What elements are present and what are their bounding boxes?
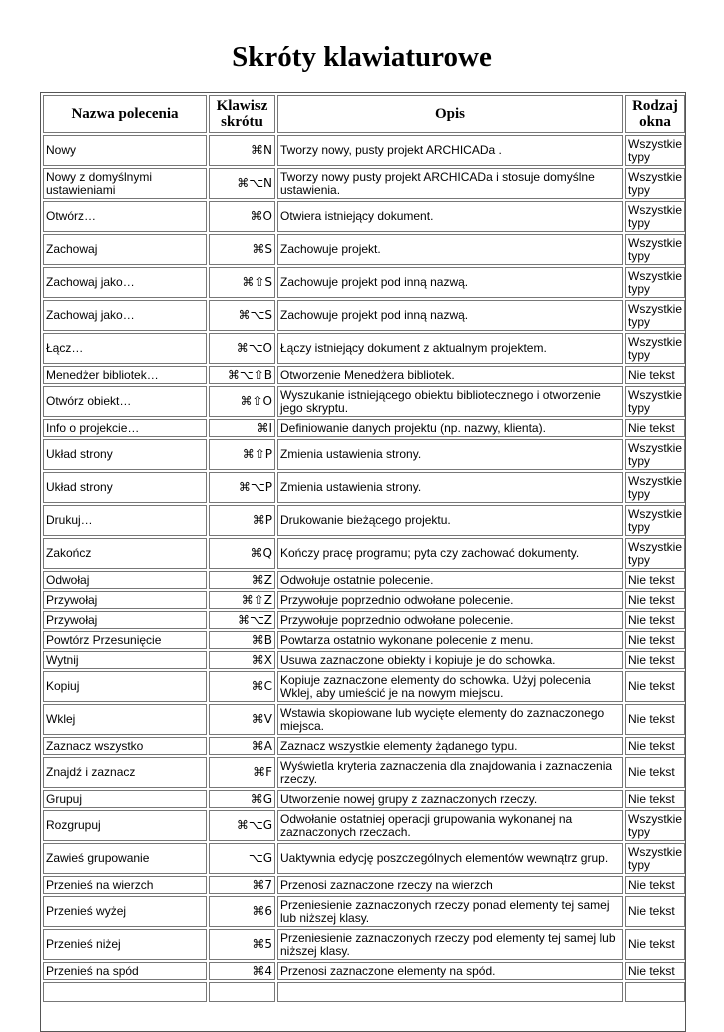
cell-key: ⌘N <box>209 135 275 166</box>
cell-name: Odwołaj <box>43 571 207 589</box>
cell-key: ⌘F <box>209 757 275 788</box>
cell-type: Wszystkie typy <box>625 810 685 841</box>
cell-name: Zaznacz wszystko <box>43 737 207 755</box>
cell-key: ⌘Z <box>209 571 275 589</box>
cell-desc: Otwiera istniejący dokument. <box>277 201 623 232</box>
empty-cell <box>43 982 207 1002</box>
cell-key: ⌘⇧O <box>209 386 275 417</box>
cell-key: ⌘⌥O <box>209 333 275 364</box>
cell-type: Nie tekst <box>625 366 685 384</box>
page-title: Skróty klawiaturowe <box>232 41 492 73</box>
cell-type: Wszystkie typy <box>625 386 685 417</box>
cell-key: ⌘S <box>209 234 275 265</box>
cell-desc: Tworzy nowy, pusty projekt ARCHICADa . <box>277 135 623 166</box>
header-name: Nazwa polecenia <box>43 95 207 133</box>
cell-desc: Definiowanie danych projektu (np. nazwy, klienta). <box>277 419 623 437</box>
table-row <box>43 896 685 927</box>
cell-type: Nie tekst <box>625 962 685 980</box>
cell-name: Menedżer bibliotek… <box>43 366 207 384</box>
cell-key: ⌘V <box>209 704 275 735</box>
table-row <box>43 472 685 503</box>
cell-desc: Powtarza ostatnio wykonane polecenie z menu. <box>277 631 623 649</box>
header-desc: Opis <box>277 95 623 133</box>
cell-key: ⌥G <box>209 843 275 874</box>
table-row <box>43 366 685 384</box>
cell-name: Zachowaj jako… <box>43 300 207 331</box>
cell-name: Powtórz Przesunięcie <box>43 631 207 649</box>
table-row <box>43 135 685 166</box>
cell-key: ⌘⇧Z <box>209 591 275 609</box>
shortcuts-table <box>41 93 686 1004</box>
cell-name: Zawieś grupowanie <box>43 843 207 874</box>
cell-key: ⌘⌥Z <box>209 611 275 629</box>
cell-type: Wszystkie typy <box>625 439 685 470</box>
cell-key: ⌘7 <box>209 876 275 894</box>
cell-name: Przenieś niżej <box>43 929 207 960</box>
cell-type: Nie tekst <box>625 790 685 808</box>
empty-cell <box>625 982 685 1002</box>
cell-name: Przenieś na wierzch <box>43 876 207 894</box>
cell-key: ⌘5 <box>209 929 275 960</box>
cell-desc: Odwołuje ostatnie polecenie. <box>277 571 623 589</box>
table-row <box>43 843 685 874</box>
cell-name: Układ strony <box>43 472 207 503</box>
cell-key: ⌘X <box>209 651 275 669</box>
table-row <box>43 737 685 755</box>
table-row <box>43 201 685 232</box>
cell-type: Wszystkie typy <box>625 234 685 265</box>
cell-name: Przenieś na spód <box>43 962 207 980</box>
cell-desc: Przeniesienie zaznaczonych rzeczy pod elementy tej samej lub niższej klasy. <box>277 929 623 960</box>
table-row <box>43 300 685 331</box>
cell-name: Zachowaj jako… <box>43 267 207 298</box>
cell-name: Kopiuj <box>43 671 207 702</box>
cell-key: ⌘⇧P <box>209 439 275 470</box>
table-row-partial <box>43 982 685 1002</box>
cell-key: ⌘4 <box>209 962 275 980</box>
cell-desc: Przenosi zaznaczone rzeczy na wierzch <box>277 876 623 894</box>
cell-key: ⌘C <box>209 671 275 702</box>
table-row <box>43 671 685 702</box>
cell-name: Łącz… <box>43 333 207 364</box>
table-row <box>43 168 685 199</box>
cell-key: ⌘Q <box>209 538 275 569</box>
cell-type: Wszystkie typy <box>625 538 685 569</box>
cell-name: Przywołaj <box>43 611 207 629</box>
cell-desc: Kopiuje zaznaczone elementy do schowka. Użyj polecenia Wklej, aby umieścić je na nowym miejscu. <box>277 671 623 702</box>
cell-type: Nie tekst <box>625 591 685 609</box>
cell-desc: Utworzenie nowej grupy z zaznaczonych rzeczy. <box>277 790 623 808</box>
cell-name: Znajdź i zaznacz <box>43 757 207 788</box>
cell-name: Wklej <box>43 704 207 735</box>
cell-type: Nie tekst <box>625 896 685 927</box>
table-row <box>43 333 685 364</box>
cell-key: ⌘G <box>209 790 275 808</box>
cell-type: Nie tekst <box>625 611 685 629</box>
cell-type: Wszystkie typy <box>625 472 685 503</box>
cell-type: Nie tekst <box>625 419 685 437</box>
cell-desc: Przeniesienie zaznaczonych rzeczy ponad elementy tej samej lub niższej klasy. <box>277 896 623 927</box>
cell-type: Nie tekst <box>625 757 685 788</box>
table-row <box>43 538 685 569</box>
cell-key: ⌘⌥S <box>209 300 275 331</box>
table-row <box>43 571 685 589</box>
cell-desc: Zaznacz wszystkie elementy żądanego typu. <box>277 737 623 755</box>
table-row <box>43 386 685 417</box>
cell-type: Nie tekst <box>625 651 685 669</box>
cell-desc: Zmienia ustawienia strony. <box>277 472 623 503</box>
cell-name: Wytnij <box>43 651 207 669</box>
cell-desc: Usuwa zaznaczone obiekty i kopiuje je do schowka. <box>277 651 623 669</box>
cell-key: ⌘I <box>209 419 275 437</box>
cell-name: Nowy <box>43 135 207 166</box>
cell-type: Wszystkie typy <box>625 168 685 199</box>
empty-cell <box>209 982 275 1002</box>
cell-name: Przenieś wyżej <box>43 896 207 927</box>
cell-type: Wszystkie typy <box>625 300 685 331</box>
cell-type: Nie tekst <box>625 737 685 755</box>
table-row <box>43 929 685 960</box>
shortcuts-table-container <box>40 92 686 1032</box>
cell-key: ⌘A <box>209 737 275 755</box>
cell-type: Wszystkie typy <box>625 333 685 364</box>
table-row <box>43 611 685 629</box>
cell-type: Nie tekst <box>625 704 685 735</box>
cell-desc: Wyszukanie istniejącego obiektu bibliotecznego i otworzenie jego skryptu. <box>277 386 623 417</box>
table-row <box>43 591 685 609</box>
cell-desc: Wstawia skopiowane lub wycięte elementy do zaznaczonego miejsca. <box>277 704 623 735</box>
table-row <box>43 651 685 669</box>
cell-type: Wszystkie typy <box>625 505 685 536</box>
cell-key: ⌘P <box>209 505 275 536</box>
table-row <box>43 419 685 437</box>
cell-key: ⌘⌥G <box>209 810 275 841</box>
cell-desc: Kończy pracę programu; pyta czy zachować dokumenty. <box>277 538 623 569</box>
cell-key: ⌘6 <box>209 896 275 927</box>
empty-cell <box>277 982 623 1002</box>
table-header-row <box>43 95 685 133</box>
cell-desc: Zachowuje projekt. <box>277 234 623 265</box>
cell-name: Przywołaj <box>43 591 207 609</box>
header-type: Rodzaj okna <box>625 95 685 133</box>
table-row <box>43 704 685 735</box>
cell-desc: Zachowuje projekt pod inną nazwą. <box>277 300 623 331</box>
cell-type: Wszystkie typy <box>625 267 685 298</box>
cell-type: Nie tekst <box>625 876 685 894</box>
cell-key: ⌘B <box>209 631 275 649</box>
cell-name: Drukuj… <box>43 505 207 536</box>
table-row <box>43 439 685 470</box>
cell-type: Nie tekst <box>625 929 685 960</box>
cell-desc: Otworzenie Menedżera bibliotek. <box>277 366 623 384</box>
table-row <box>43 790 685 808</box>
cell-name: Rozgrupuj <box>43 810 207 841</box>
cell-desc: Odwołanie ostatniej operacji grupowania wykonanej na zaznaczonych rzeczach. <box>277 810 623 841</box>
cell-key: ⌘⌥P <box>209 472 275 503</box>
cell-desc: Przenosi zaznaczone elementy na spód. <box>277 962 623 980</box>
header-key: Klawisz skrótu <box>209 95 275 133</box>
table-row <box>43 757 685 788</box>
cell-name: Zakończ <box>43 538 207 569</box>
cell-key: ⌘⌥⇧B <box>209 366 275 384</box>
table-row <box>43 876 685 894</box>
cell-type: Wszystkie typy <box>625 135 685 166</box>
cell-name: Zachowaj <box>43 234 207 265</box>
table-row <box>43 267 685 298</box>
cell-name: Nowy z domyślnymi ustawieniami <box>43 168 207 199</box>
cell-name: Info o projekcie… <box>43 419 207 437</box>
cell-desc: Uaktywnia edycję poszczególnych elementów wewnątrz grup. <box>277 843 623 874</box>
cell-name: Grupuj <box>43 790 207 808</box>
cell-desc: Wyświetla kryteria zaznaczenia dla znajdowania i zaznaczenia rzeczy. <box>277 757 623 788</box>
table-row <box>43 234 685 265</box>
cell-desc: Przywołuje poprzednio odwołane polecenie. <box>277 591 623 609</box>
cell-desc: Drukowanie bieżącego projektu. <box>277 505 623 536</box>
cell-desc: Zachowuje projekt pod inną nazwą. <box>277 267 623 298</box>
cell-key: ⌘⇧S <box>209 267 275 298</box>
cell-desc: Zmienia ustawienia strony. <box>277 439 623 470</box>
cell-type: Nie tekst <box>625 671 685 702</box>
cell-desc: Tworzy nowy pusty projekt ARCHICADa i stosuje domyślne ustawienia. <box>277 168 623 199</box>
cell-name: Układ strony <box>43 439 207 470</box>
table-body <box>43 135 685 1002</box>
cell-type: Nie tekst <box>625 631 685 649</box>
cell-key: ⌘⌥N <box>209 168 275 199</box>
table-row <box>43 962 685 980</box>
table-row <box>43 631 685 649</box>
cell-type: Wszystkie typy <box>625 201 685 232</box>
table-row <box>43 505 685 536</box>
cell-type: Wszystkie typy <box>625 843 685 874</box>
cell-desc: Przywołuje poprzednio odwołane polecenie. <box>277 611 623 629</box>
cell-type: Nie tekst <box>625 571 685 589</box>
cell-name: Otwórz obiekt… <box>43 386 207 417</box>
cell-name: Otwórz… <box>43 201 207 232</box>
table-row <box>43 810 685 841</box>
cell-desc: Łączy istniejący dokument z aktualnym projektem. <box>277 333 623 364</box>
cell-key: ⌘O <box>209 201 275 232</box>
